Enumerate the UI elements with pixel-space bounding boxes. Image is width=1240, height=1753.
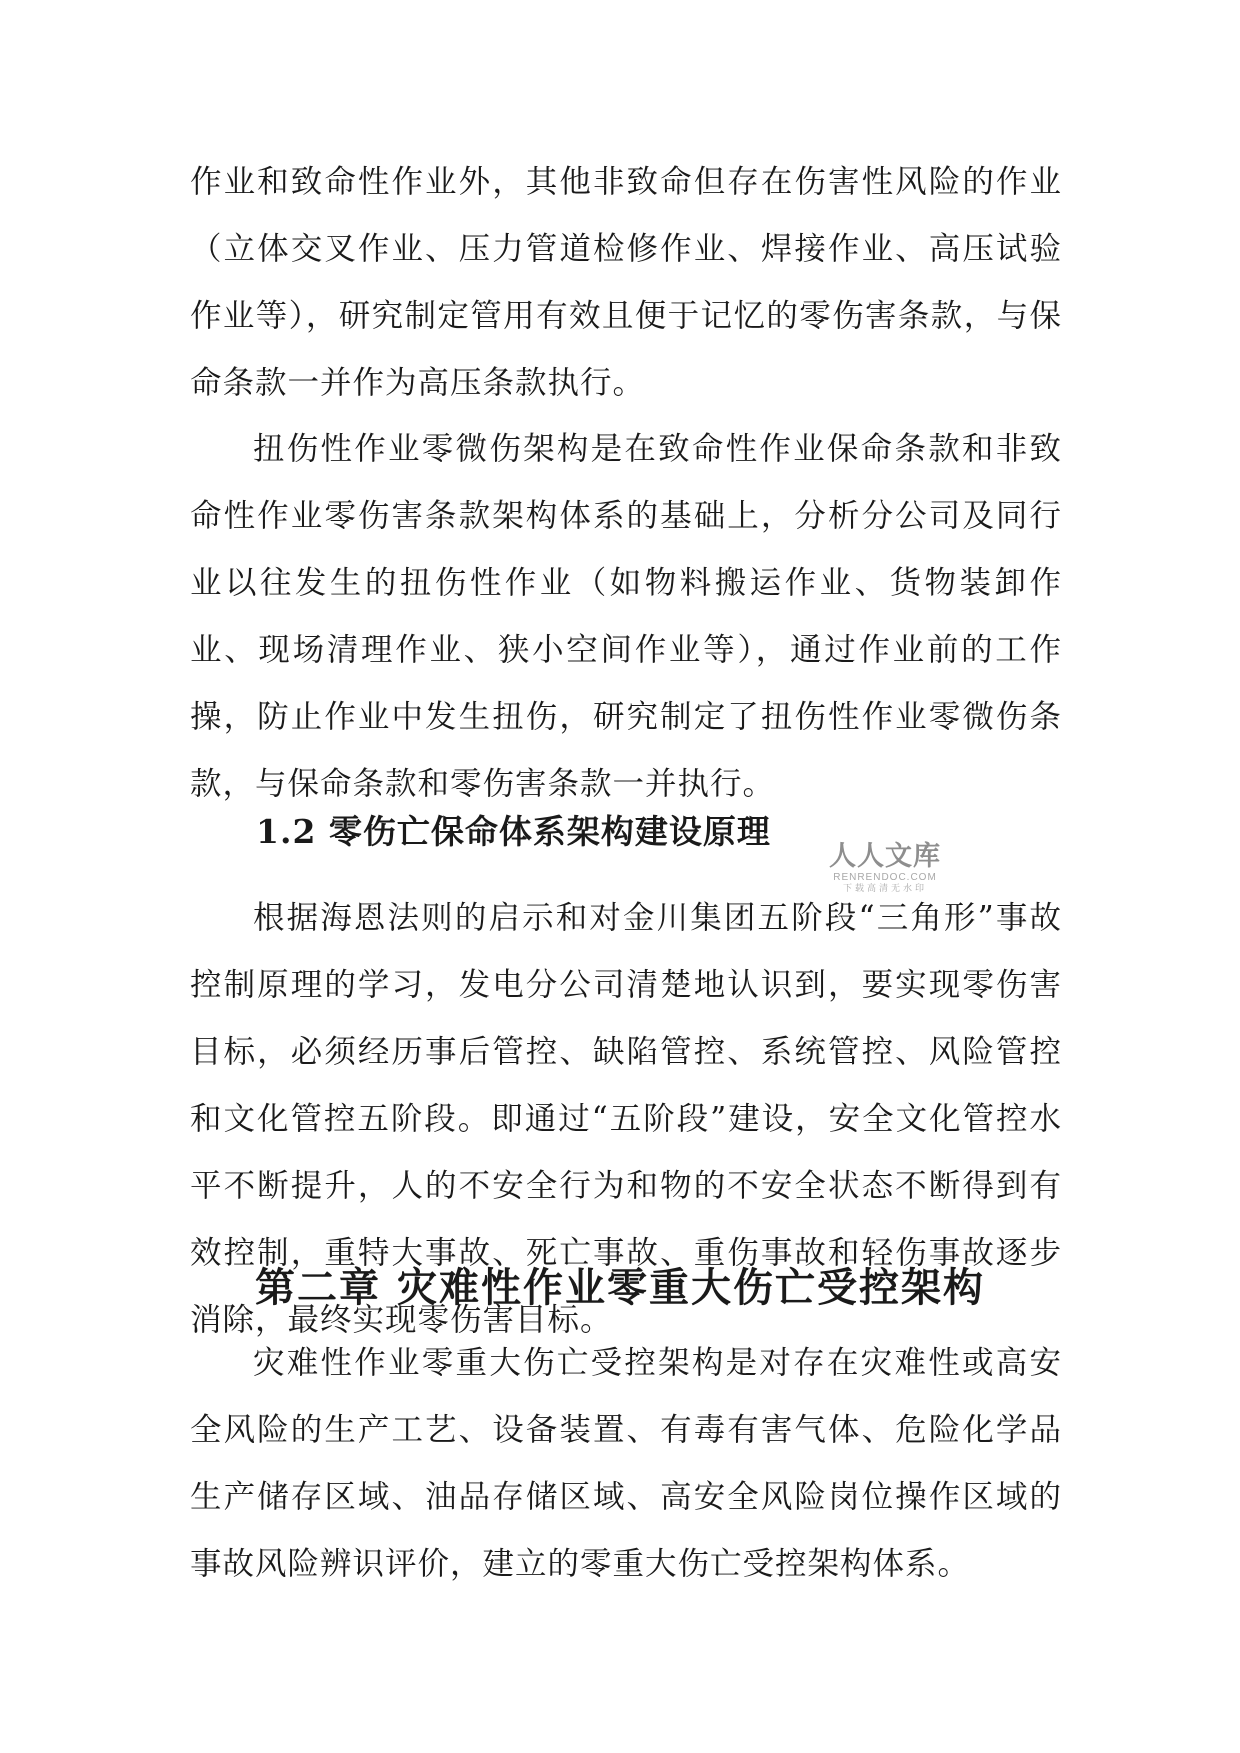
paragraph-catastrophic-framework: 灾难性作业零重大伤亡受控架构是对存在灾难性或高安全风险的生产工艺、设备装置、有毒有害气体、危险化学品生产储存区域、油品存储区域、高安全风险岗位操作区域的事故风险辨识评价，建立的零重大伤亡受控架构体系。 — [190, 1345, 1062, 1582]
paragraph-heinrich-principle: 根据海恩法则的启示和对金川集团五阶段“三角形”事故控制原理的学习，发电分公司清楚地认识到，要实现零伤害目标，必须经历事后管控、缺陷管控、系统管控、风险管控和文化管控五阶段。即通过“五阶段”建设，安全文化管控水平不断提升，人的不安全行为和物的不安全状态不断得到有效控制，重特大事故、死亡事故、重伤事故和轻伤事故逐步消除，最终实现零伤害目标。 — [190, 900, 1062, 1338]
watermark-tagline: 下载高清无水印 — [842, 884, 927, 894]
watermark-title: 人人文库 — [829, 841, 941, 872]
watermark-domain: RENRENDOC.COM — [833, 872, 937, 883]
section-heading: 1.2 零伤亡保命体系架构建设原理 — [256, 812, 771, 851]
chapter-heading: 第二章 灾难性作业零重大伤亡受控架构 — [255, 1264, 985, 1311]
paragraph-continuation: 作业和致命性作业外，其他非致命但存在伤害性风险的作业（立体交叉作业、压力管道检修作业、焊接作业、高压试验作业等），研究制定管用有效且便于记忆的零伤害条款，与保命条款一并作为高压条款执行。 — [190, 164, 1062, 401]
paragraph-sprain-injury-framework: 扭伤性作业零微伤架构是在致命性作业保命条款和非致命性作业零伤害条款架构体系的基础上，分析分公司及同行业以往发生的扭伤性作业（如物料搬运作业、货物装卸作业、现场清理作业、狭小空间作业等），通过作业前的工作操，防止作业中发生扭伤，研究制定了扭伤性作业零微伤条款，与保命条款和零伤害条款一并执行。 — [190, 431, 1062, 802]
